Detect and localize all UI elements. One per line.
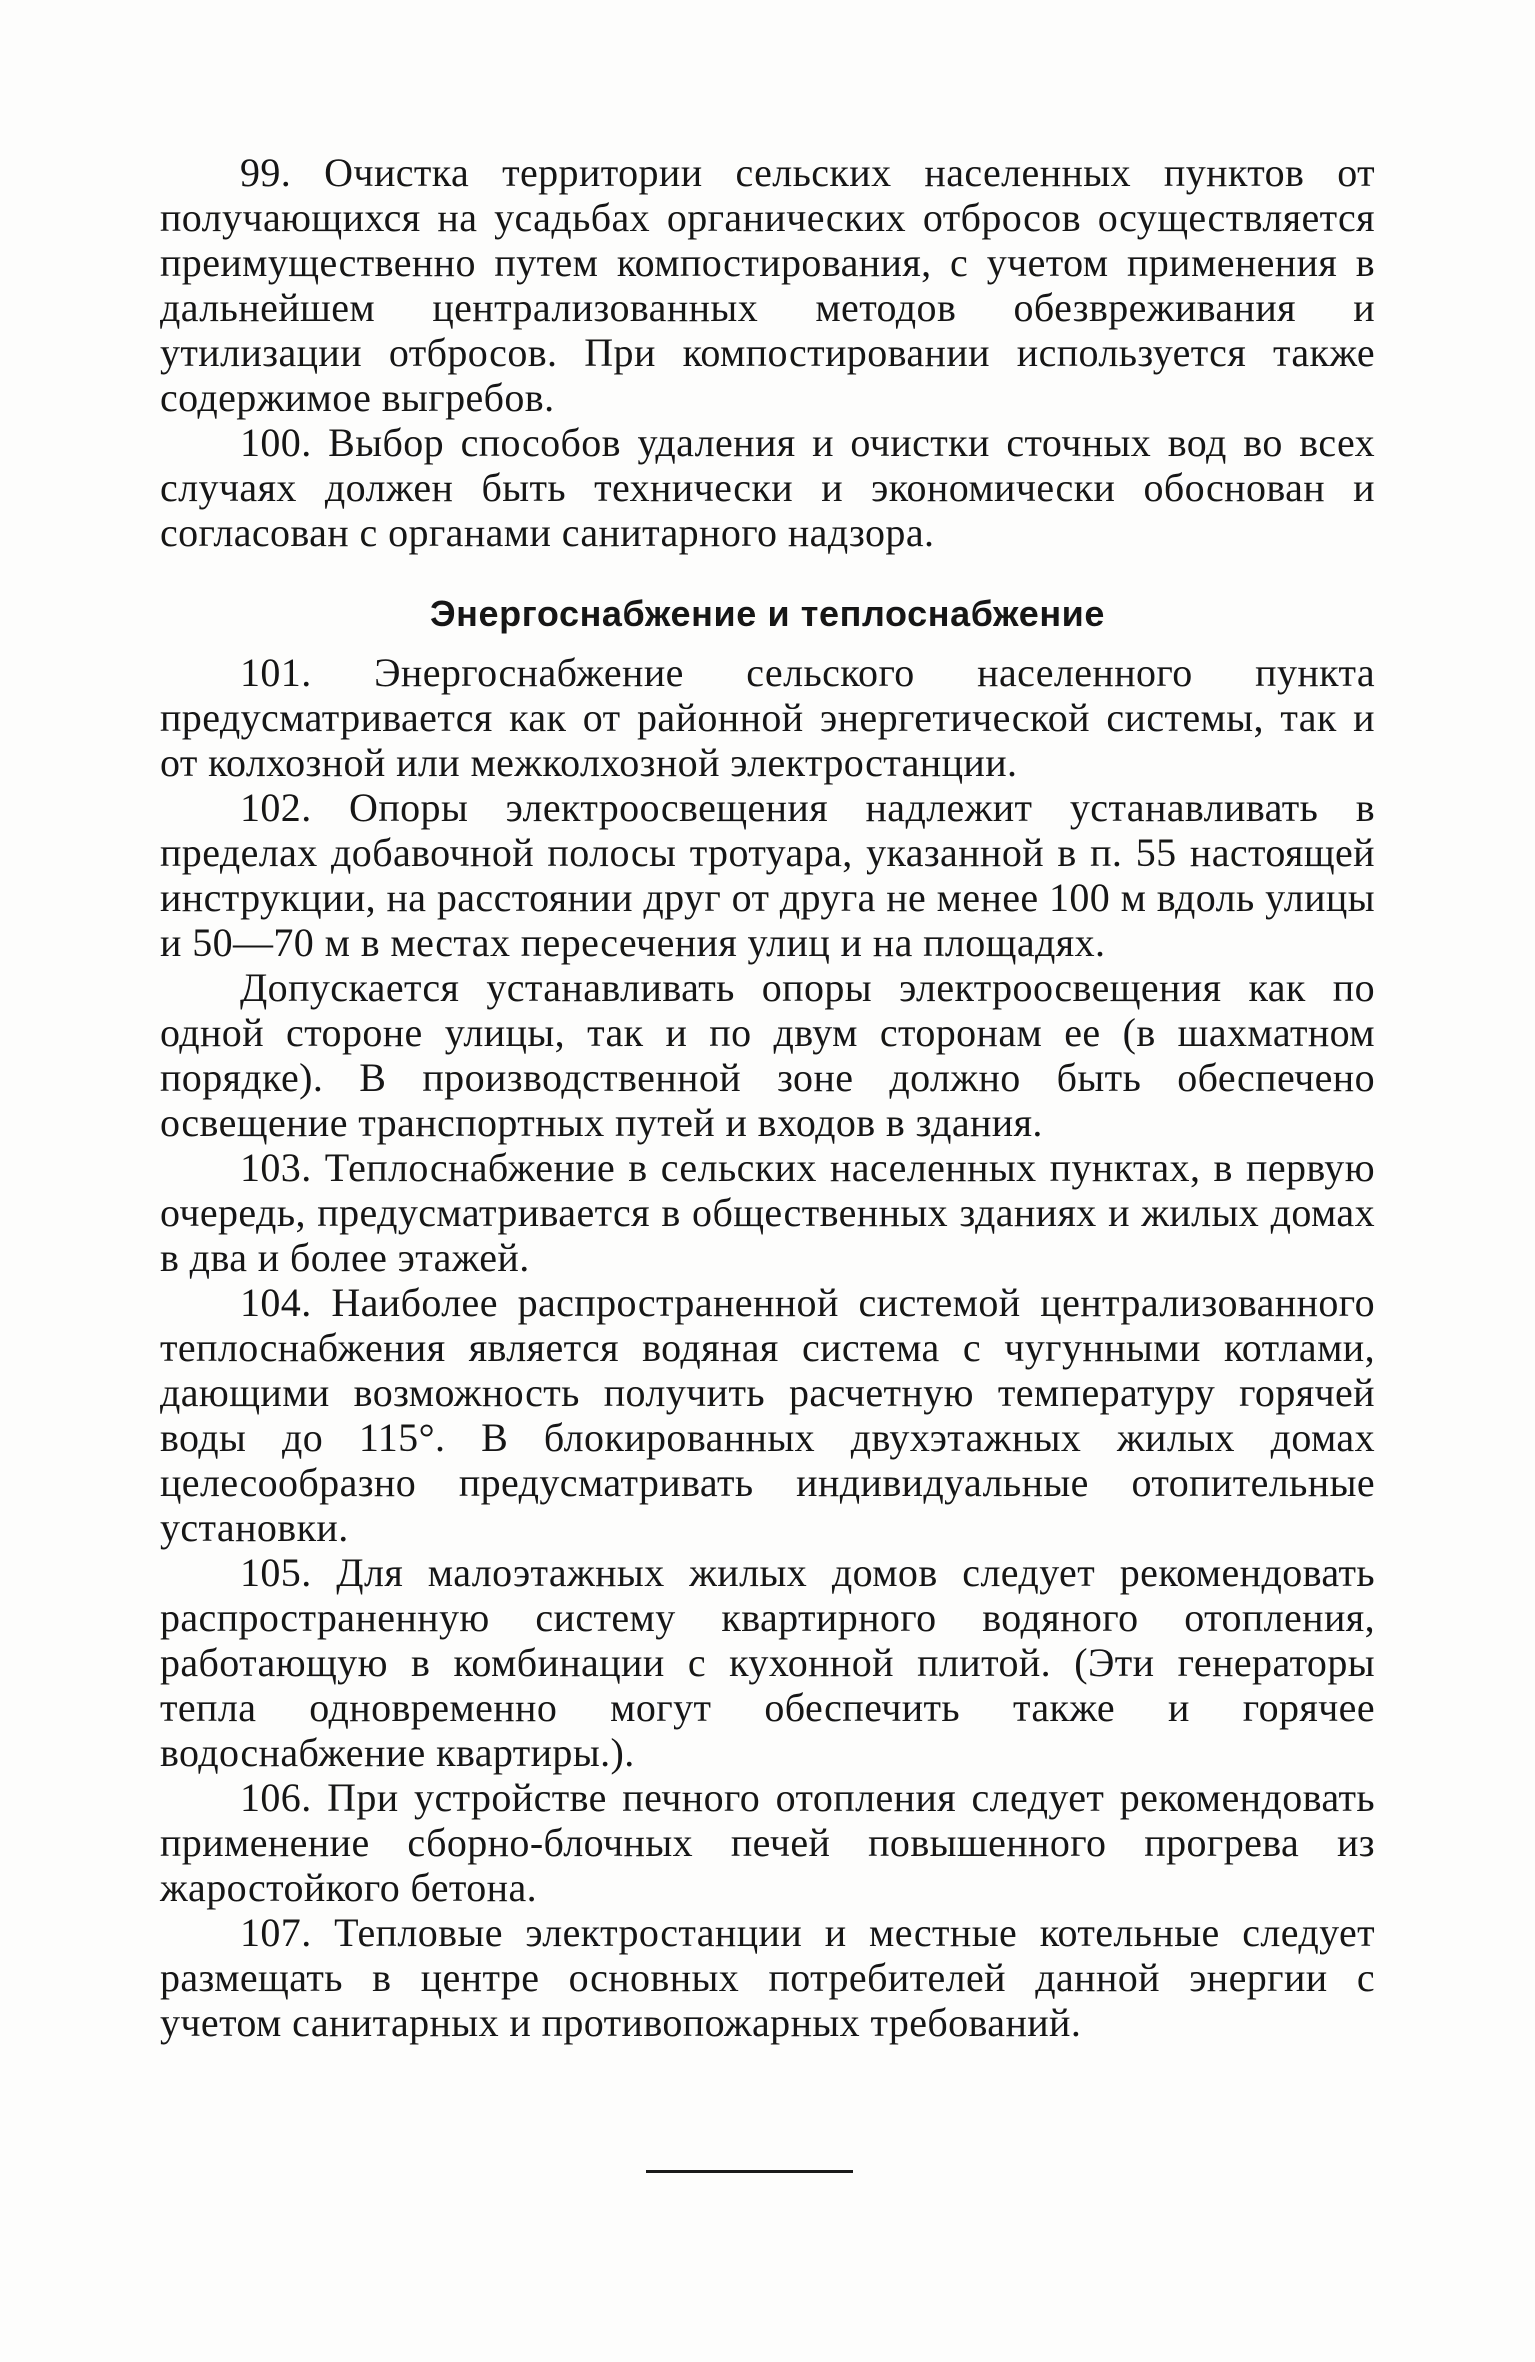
paragraph-106: 106. При устройстве печного отопления следует рекомендовать применение сборно-блочных печей повышенного прогрева из жаростойкого бетона. <box>160 1775 1375 1910</box>
paragraph-102: 102. Опоры электроосвещения надлежит устанавливать в пределах добавочной полосы тротуара, указанной в п. 55 настоящей инструкции, на расстоянии друг от друга не менее 100 м вдоль улицы и 50—70 м в местах пересечения улиц и на площадях. <box>160 785 1375 965</box>
section-heading: Энергоснабжение и теплоснабжение <box>429 593 1106 634</box>
paragraph-101: 101. Энергоснабжение сельского населенного пункта предусматривается как от районной энергетической системы, так и от колхозной или межколхозной электростанции. <box>160 650 1375 785</box>
end-of-section-rule <box>646 2170 853 2173</box>
paragraph-105: 105. Для малоэтажных жилых домов следует рекомендовать распространенную систему квартирного водяного отопления, работающую в комбинации с кухонной плитой. (Эти генераторы тепла одновременно могут обеспечить также и горячее водоснабжение квартиры.). <box>160 1550 1375 1775</box>
paragraph-107: 107. Тепловые электростанции и местные котельные следует размещать в центре основных потребителей данной энергии с учетом санитарных и противопожарных требований. <box>160 1910 1375 2045</box>
paragraph-100: 100. Выбор способов удаления и очистки сточных вод во всех случаях должен быть технически и экономически обоснован и согласован с органами санитарного надзора. <box>160 420 1375 555</box>
paragraph-102-continuation: Допускается устанавливать опоры электроосвещения как по одной стороне улицы, так и по двум сторонам ее (в шахматном порядке). В производственной зоне должно быть обеспечено освещение транспортных путей и входов в здания. <box>160 965 1375 1145</box>
document-body <box>160 150 1375 2045</box>
paragraph-99: 99. Очистка территории сельских населенных пунктов от получающихся на усадьбах органических отбросов осуществляется преимущественно путем компостирования, с учетом применения в дальнейшем централизованных методов обезвреживания и утилизации отбросов. При компостировании используется также содержимое выгребов. <box>160 150 1375 420</box>
paragraph-103: 103. Теплоснабжение в сельских населенных пунктах, в первую очередь, предусматривается в общественных зданиях и жилых домах в два и более этажей. <box>160 1145 1375 1280</box>
paragraph-104: 104. Наиболее распространенной системой централизованного теплоснабжения является водяная система с чугунными котлами, дающими возможность получить расчетную температуру горячей воды до 115°. В блокированных двухэтажных жилых домах целесообразно предусматривать индивидуальные отопительные установки. <box>160 1280 1375 1550</box>
